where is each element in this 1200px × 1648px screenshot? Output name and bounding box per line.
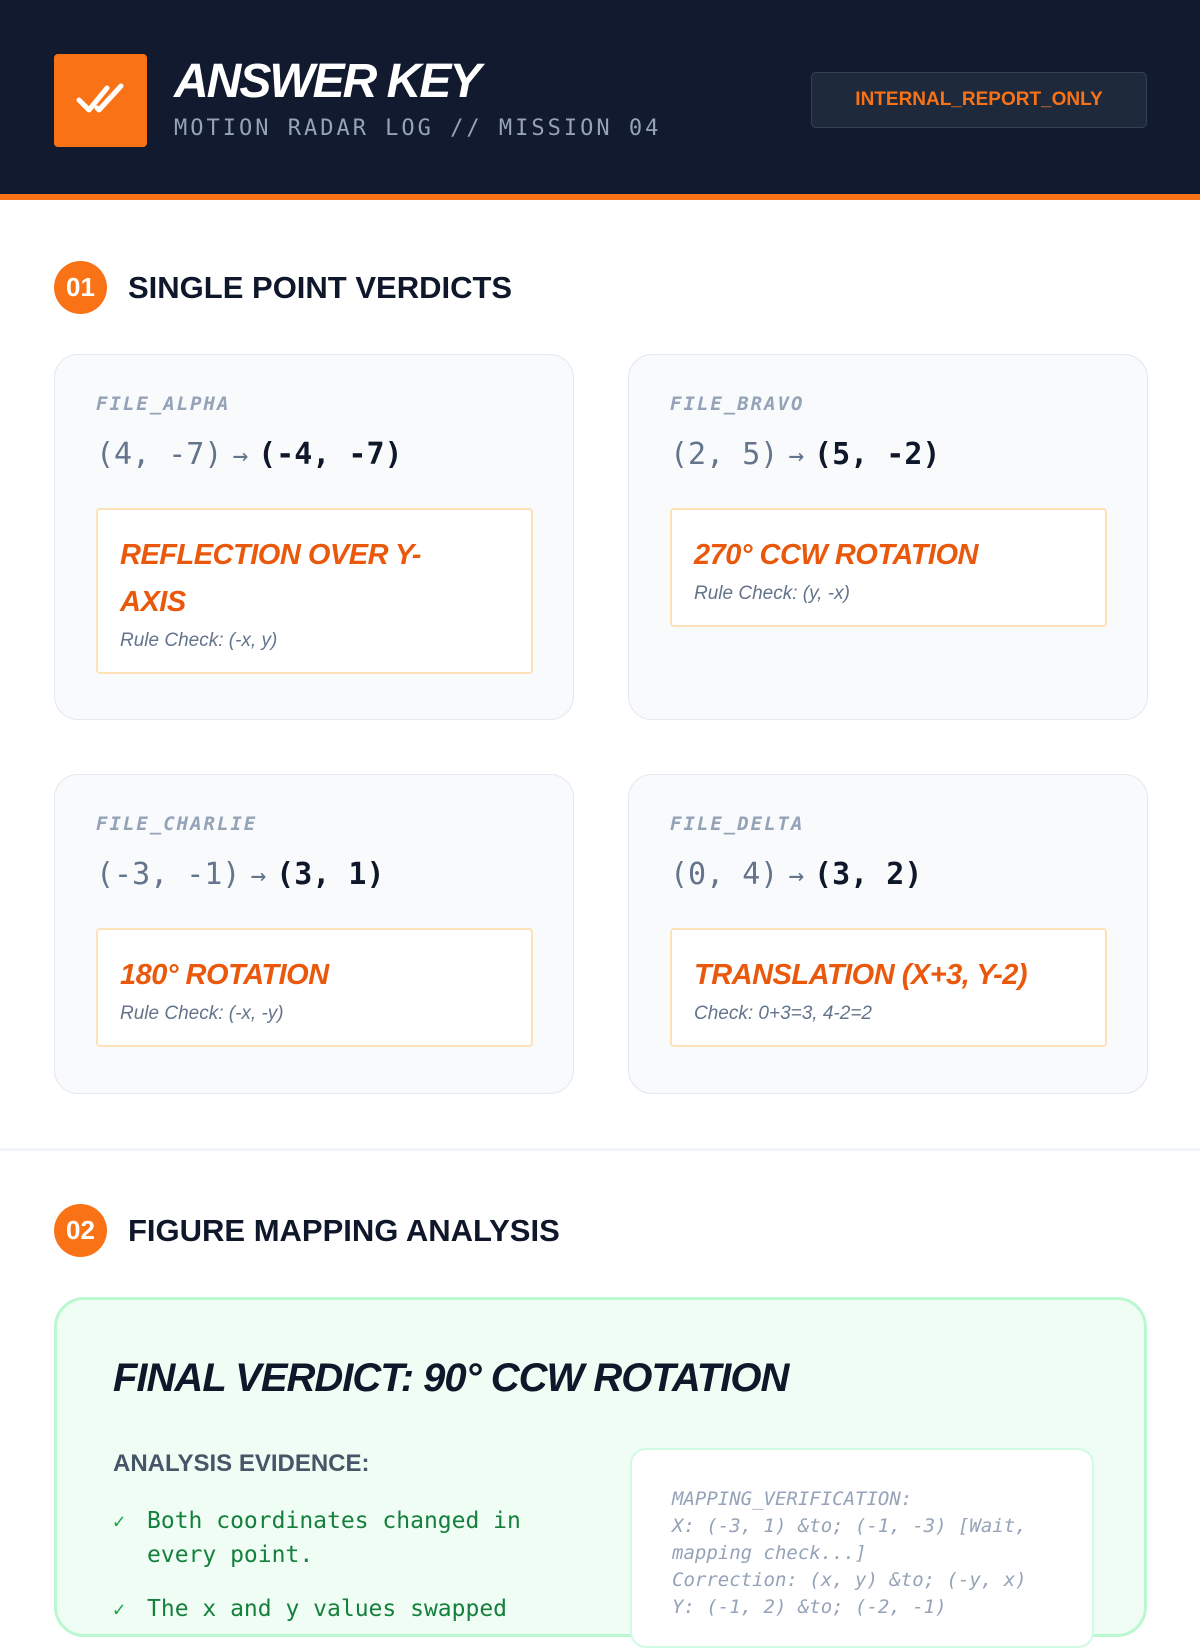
page-title: ANSWER KEY <box>174 55 480 108</box>
arrow-icon: → <box>232 441 249 471</box>
image-point: (3, 1) <box>276 857 385 892</box>
verdict-box <box>96 928 533 1047</box>
arrow-icon: → <box>788 441 805 471</box>
double-check-icon <box>75 78 127 123</box>
card-label: FILE_ALPHA <box>96 393 231 415</box>
coordinate-mapping <box>670 857 922 892</box>
final-verdict-panel <box>54 1297 1147 1637</box>
header <box>0 0 1200 200</box>
final-verdict-title: FINAL VERDICT: 90° CCW ROTATION <box>113 1356 789 1400</box>
card-label: FILE_DELTA <box>670 813 805 835</box>
original-point: (4, -7) <box>96 437 223 472</box>
arrow-icon: → <box>250 861 267 891</box>
logo <box>54 54 147 147</box>
mapping-line: MAPPING_VERIFICATION: <box>672 1488 913 1510</box>
section-title: SINGLE POINT VERDICTS <box>128 269 513 305</box>
verdict-card-charlie <box>54 774 574 1094</box>
section-title: FIGURE MAPPING ANALYSIS <box>128 1212 560 1248</box>
rule-check: Rule Check: (y, -x) <box>694 583 850 604</box>
arrow-icon: → <box>788 861 805 891</box>
mapping-line: X: (-3, 1) &to; (-1, -3) [Wait, mapping check...] <box>672 1515 1039 1564</box>
verdict-box <box>96 508 533 674</box>
check-icon: ✓ <box>113 1597 126 1621</box>
check-icon: ✓ <box>113 1509 126 1533</box>
coordinate-mapping <box>96 437 403 472</box>
mapping-line: Y: (-1, 2) &to; (-2, -1) <box>672 1596 947 1618</box>
verdict-box <box>670 508 1107 627</box>
image-point: (3, 2) <box>814 857 923 892</box>
card-label: FILE_BRAVO <box>670 393 805 415</box>
evidence-text: The x and y values swapped <box>147 1596 508 1622</box>
report-badge: INTERNAL_REPORT_ONLY <box>811 72 1147 128</box>
evidence-list <box>113 1504 553 1646</box>
verdict-title: REFLECTION OVER Y-AXIS <box>120 539 421 618</box>
verdict-card-bravo <box>628 354 1148 720</box>
rule-check: Check: 0+3=3, 4-2=2 <box>694 1003 872 1024</box>
verdict-card-alpha <box>54 354 574 720</box>
verdict-title: 180° ROTATION <box>120 959 329 991</box>
section-divider <box>0 1148 1200 1151</box>
original-point: (-3, -1) <box>96 857 241 892</box>
verdict-title: 270° CCW ROTATION <box>694 539 978 571</box>
coordinate-mapping <box>96 857 385 892</box>
rule-check: Rule Check: (-x, y) <box>120 630 278 651</box>
card-label: FILE_CHARLIE <box>96 813 258 835</box>
mapping-verification-box <box>630 1448 1094 1648</box>
image-point: (-4, -7) <box>258 437 403 472</box>
verdict-card-delta <box>628 774 1148 1094</box>
evidence-text: Both coordinates changed in every point. <box>147 1508 521 1568</box>
section-number: 01 <box>54 261 107 314</box>
section-number: 02 <box>54 1204 107 1257</box>
verdict-box <box>670 928 1107 1047</box>
mapping-line: Correction: (x, y) &to; (-y, x) <box>672 1569 1027 1591</box>
page-subtitle: MOTION RADAR LOG // MISSION 04 <box>174 116 662 141</box>
rule-check: Rule Check: (-x, -y) <box>120 1003 284 1024</box>
coordinate-mapping <box>670 437 940 472</box>
evidence-item <box>113 1592 553 1626</box>
original-point: (2, 5) <box>670 437 779 472</box>
verdict-title: TRANSLATION (X+3, Y-2) <box>694 959 1028 991</box>
evidence-label: ANALYSIS EVIDENCE: <box>113 1450 370 1477</box>
section-heading-mapping <box>54 1204 560 1257</box>
original-point: (0, 4) <box>670 857 779 892</box>
evidence-item <box>113 1504 553 1572</box>
section-heading-verdicts <box>54 261 512 314</box>
image-point: (5, -2) <box>814 437 941 472</box>
